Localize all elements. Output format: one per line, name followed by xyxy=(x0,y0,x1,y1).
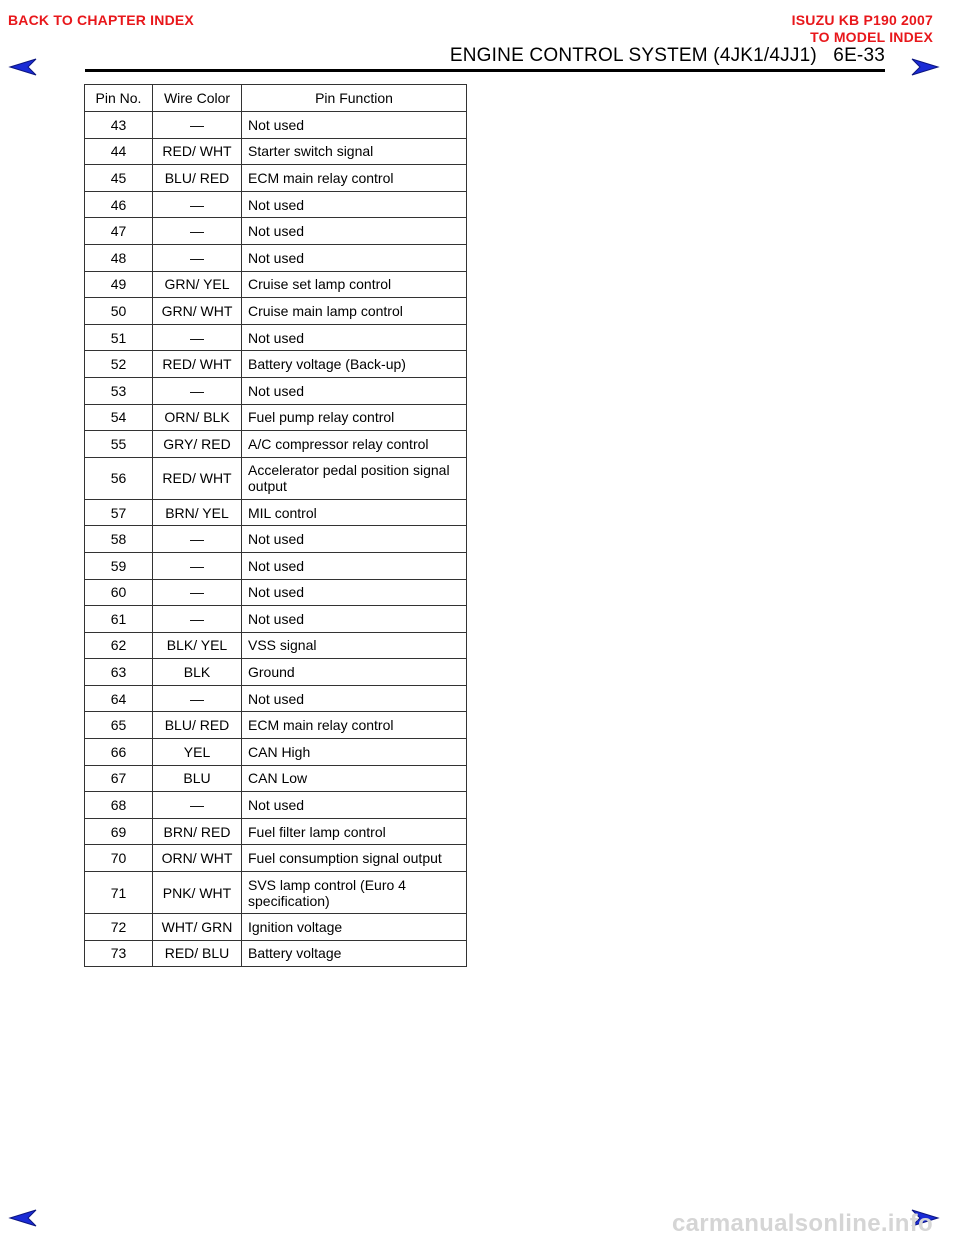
pin-function-cell: Starter switch signal xyxy=(242,138,467,165)
to-model-index-link[interactable]: TO MODEL INDEX xyxy=(810,29,933,45)
pin-number-cell: 53 xyxy=(85,377,153,404)
wire-color-cell: ORN/ BLK xyxy=(153,404,242,431)
column-header-wire-color: Wire Color xyxy=(153,85,242,112)
pin-function-cell: Not used xyxy=(242,792,467,819)
pin-number-cell: 58 xyxy=(85,526,153,553)
pin-function-cell: CAN Low xyxy=(242,765,467,792)
pin-function-cell: SVS lamp control (Euro 4 specification) xyxy=(242,872,467,914)
pin-number-cell: 46 xyxy=(85,191,153,218)
wire-color-cell: — xyxy=(153,606,242,633)
arrow-left-icon[interactable] xyxy=(8,57,38,77)
pin-function-cell: CAN High xyxy=(242,739,467,766)
wire-color-cell: GRY/ RED xyxy=(153,431,242,458)
pin-number-cell: 72 xyxy=(85,914,153,941)
table-row xyxy=(85,165,467,192)
pin-function-cell: Not used xyxy=(242,526,467,553)
arrow-left-icon[interactable] xyxy=(8,1208,38,1228)
table-row xyxy=(85,351,467,378)
pin-function-cell: Fuel filter lamp control xyxy=(242,818,467,845)
pin-number-cell: 54 xyxy=(85,404,153,431)
wire-color-cell: GRN/ WHT xyxy=(153,298,242,325)
header-rule xyxy=(85,69,885,72)
pin-function-cell: ECM main relay control xyxy=(242,165,467,192)
pin-function-cell: Not used xyxy=(242,377,467,404)
wire-color-cell: BRN/ YEL xyxy=(153,499,242,526)
table-row xyxy=(85,739,467,766)
pin-function-cell: Ground xyxy=(242,659,467,686)
table-row xyxy=(85,792,467,819)
pin-function-cell: Not used xyxy=(242,324,467,351)
pin-function-cell: VSS signal xyxy=(242,632,467,659)
wire-color-cell: BLK xyxy=(153,659,242,686)
pin-number-cell: 57 xyxy=(85,499,153,526)
pin-number-cell: 47 xyxy=(85,218,153,245)
pin-number-cell: 64 xyxy=(85,685,153,712)
column-header-pin-no: Pin No. xyxy=(85,85,153,112)
table-row xyxy=(85,377,467,404)
wire-color-cell: GRN/ YEL xyxy=(153,271,242,298)
pin-function-cell: Not used xyxy=(242,191,467,218)
pin-number-cell: 73 xyxy=(85,940,153,967)
pin-function-cell: Not used xyxy=(242,579,467,606)
pin-number-cell: 49 xyxy=(85,271,153,298)
pin-function-cell: Fuel consumption signal output xyxy=(242,845,467,872)
back-to-chapter-index-link[interactable]: BACK TO CHAPTER INDEX xyxy=(8,12,194,28)
pin-function-cell: Not used xyxy=(242,606,467,633)
pin-function-cell: Ignition voltage xyxy=(242,914,467,941)
pin-number-cell: 48 xyxy=(85,244,153,271)
table-row xyxy=(85,191,467,218)
pin-number-cell: 44 xyxy=(85,138,153,165)
table-row xyxy=(85,499,467,526)
table-row xyxy=(85,712,467,739)
table-row xyxy=(85,218,467,245)
table-row xyxy=(85,659,467,686)
wire-color-cell: RED/ WHT xyxy=(153,457,242,499)
pin-function-cell: Not used xyxy=(242,244,467,271)
wire-color-cell: RED/ WHT xyxy=(153,138,242,165)
wire-color-cell: — xyxy=(153,685,242,712)
wire-color-cell: — xyxy=(153,191,242,218)
table-row xyxy=(85,940,467,967)
brand-title: ISUZU KB P190 2007 xyxy=(791,12,933,28)
table-row xyxy=(85,298,467,325)
wire-color-cell: BLK/ YEL xyxy=(153,632,242,659)
pin-function-cell: Not used xyxy=(242,552,467,579)
pin-function-cell: MIL control xyxy=(242,499,467,526)
pin-number-cell: 45 xyxy=(85,165,153,192)
table-row xyxy=(85,552,467,579)
pin-function-cell: Fuel pump relay control xyxy=(242,404,467,431)
wire-color-cell: — xyxy=(153,324,242,351)
pin-function-cell: A/C compressor relay control xyxy=(242,431,467,458)
pin-number-cell: 43 xyxy=(85,112,153,139)
wire-color-cell: — xyxy=(153,377,242,404)
pin-function-cell: Cruise set lamp control xyxy=(242,271,467,298)
table-row xyxy=(85,271,467,298)
pin-function-table xyxy=(84,84,467,967)
wire-color-cell: — xyxy=(153,218,242,245)
table-row xyxy=(85,606,467,633)
pin-number-cell: 68 xyxy=(85,792,153,819)
pin-function-cell: Not used xyxy=(242,218,467,245)
pin-number-cell: 69 xyxy=(85,818,153,845)
pin-number-cell: 71 xyxy=(85,872,153,914)
wire-color-cell: YEL xyxy=(153,739,242,766)
wire-color-cell: — xyxy=(153,112,242,139)
wire-color-cell: BLU/ RED xyxy=(153,165,242,192)
pin-number-cell: 66 xyxy=(85,739,153,766)
column-header-pin-function: Pin Function xyxy=(242,85,467,112)
pin-table-body xyxy=(85,112,467,967)
pin-number-cell: 51 xyxy=(85,324,153,351)
pin-function-cell: ECM main relay control xyxy=(242,712,467,739)
pin-number-cell: 63 xyxy=(85,659,153,686)
pin-number-cell: 65 xyxy=(85,712,153,739)
table-row xyxy=(85,845,467,872)
table-row xyxy=(85,112,467,139)
table-row xyxy=(85,244,467,271)
pin-number-cell: 52 xyxy=(85,351,153,378)
pin-function-cell: Battery voltage (Back-up) xyxy=(242,351,467,378)
table-row xyxy=(85,914,467,941)
watermark: carmanualsonline.info xyxy=(671,1210,933,1237)
table-row xyxy=(85,431,467,458)
page-header-title: ENGINE CONTROL SYSTEM (4JK1/4JJ1) 6E-33 xyxy=(449,45,885,66)
arrow-right-icon[interactable] xyxy=(910,57,940,77)
wire-color-cell: WHT/ GRN xyxy=(153,914,242,941)
table-row xyxy=(85,526,467,553)
wire-color-cell: RED/ WHT xyxy=(153,351,242,378)
pin-number-cell: 62 xyxy=(85,632,153,659)
wire-color-cell: — xyxy=(153,526,242,553)
wire-color-cell: — xyxy=(153,552,242,579)
wire-color-cell: — xyxy=(153,792,242,819)
pin-function-cell: Accelerator pedal position signal output xyxy=(242,457,467,499)
table-row xyxy=(85,324,467,351)
pin-function-cell: Battery voltage xyxy=(242,940,467,967)
pin-number-cell: 50 xyxy=(85,298,153,325)
pin-function-cell: Cruise main lamp control xyxy=(242,298,467,325)
table-row xyxy=(85,685,467,712)
pin-number-cell: 70 xyxy=(85,845,153,872)
wire-color-cell: ORN/ WHT xyxy=(153,845,242,872)
table-row xyxy=(85,404,467,431)
pin-number-cell: 67 xyxy=(85,765,153,792)
pin-number-cell: 60 xyxy=(85,579,153,606)
wire-color-cell: BLU xyxy=(153,765,242,792)
wire-color-cell: BLU/ RED xyxy=(153,712,242,739)
table-row xyxy=(85,457,467,499)
pin-function-cell: Not used xyxy=(242,112,467,139)
table-header-row xyxy=(85,85,467,112)
table-row xyxy=(85,138,467,165)
table-row xyxy=(85,818,467,845)
wire-color-cell: RED/ BLU xyxy=(153,940,242,967)
wire-color-cell: — xyxy=(153,244,242,271)
table-row xyxy=(85,765,467,792)
pin-number-cell: 55 xyxy=(85,431,153,458)
pin-number-cell: 61 xyxy=(85,606,153,633)
pin-number-cell: 59 xyxy=(85,552,153,579)
wire-color-cell: BRN/ RED xyxy=(153,818,242,845)
wire-color-cell: — xyxy=(153,579,242,606)
table-row xyxy=(85,579,467,606)
pin-number-cell: 56 xyxy=(85,457,153,499)
wire-color-cell: PNK/ WHT xyxy=(153,872,242,914)
pin-function-cell: Not used xyxy=(242,685,467,712)
table-row xyxy=(85,872,467,914)
table-row xyxy=(85,632,467,659)
